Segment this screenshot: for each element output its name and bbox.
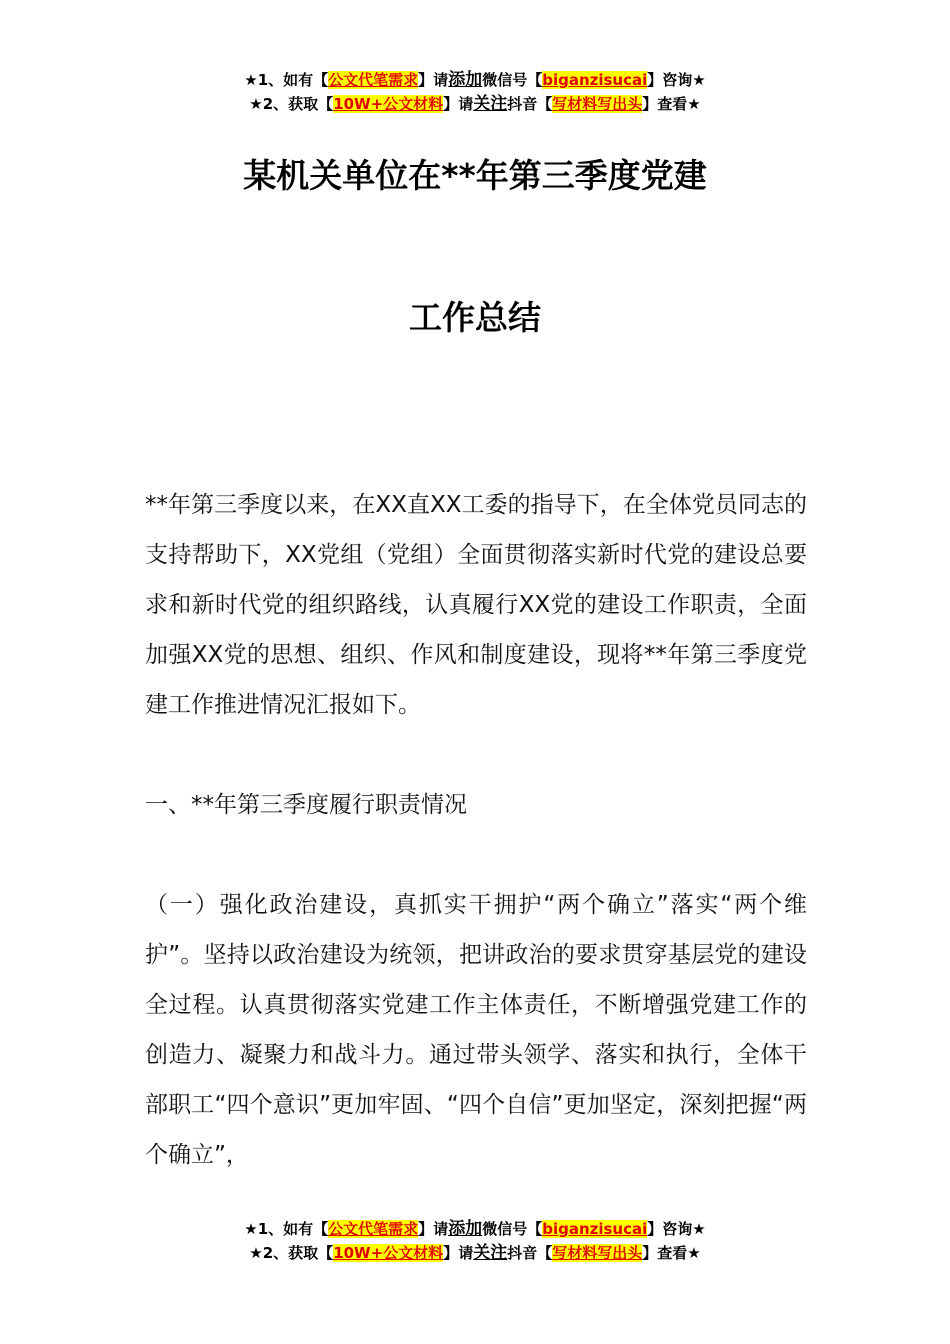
banner-line-1: ★1、如有【公文代笔需求】请添加微信号【biganzisucai】咨询★	[244, 1219, 706, 1239]
header-banner	[0, 68, 950, 116]
footer-banner	[0, 1217, 950, 1265]
section-heading: 一、**年第三季度履行职责情况	[145, 792, 467, 818]
document-body	[145, 480, 807, 1180]
title-line-2: 工作总结	[409, 298, 541, 337]
title-line-1: 某机关单位在**年第三季度党建	[243, 156, 707, 195]
body-paragraph: （一）强化政治建设，真抓实干拥护“两个确立”落实“两个维护”。坚持以政治建设为统领，把讲政治的要求贯穿基层党的建设全过程。认真贯彻落实党建工作主体责任，不断增强党建工作的创造力、凝聚力和战斗力。通过带头领学、落实和执行，全体干部职工“四个意识”更加牢固、“四个自信”更加坚定，深刻把握“两个确立”，	[145, 892, 807, 1168]
banner-line-2: ★2、获取【10W+公文材料】请关注抖音【写材料写出头】查看★	[249, 94, 701, 114]
banner-line-1: ★1、如有【公文代笔需求】请添加微信号【biganzisucai】咨询★	[244, 70, 706, 90]
banner-line-2: ★2、获取【10W+公文材料】请关注抖音【写材料写出头】查看★	[249, 1243, 701, 1263]
intro-paragraph: **年第三季度以来，在XX直XX工委的指导下，在全体党员同志的支持帮助下，XX党组（党组）全面贯彻落实新时代党的建设总要求和新时代党的组织路线，认真履行XX党的建设工作职责，全面加强XX党的思想、组织、作风和制度建设，现将**年第三季度党建工作推进情况汇报如下。	[145, 492, 807, 718]
